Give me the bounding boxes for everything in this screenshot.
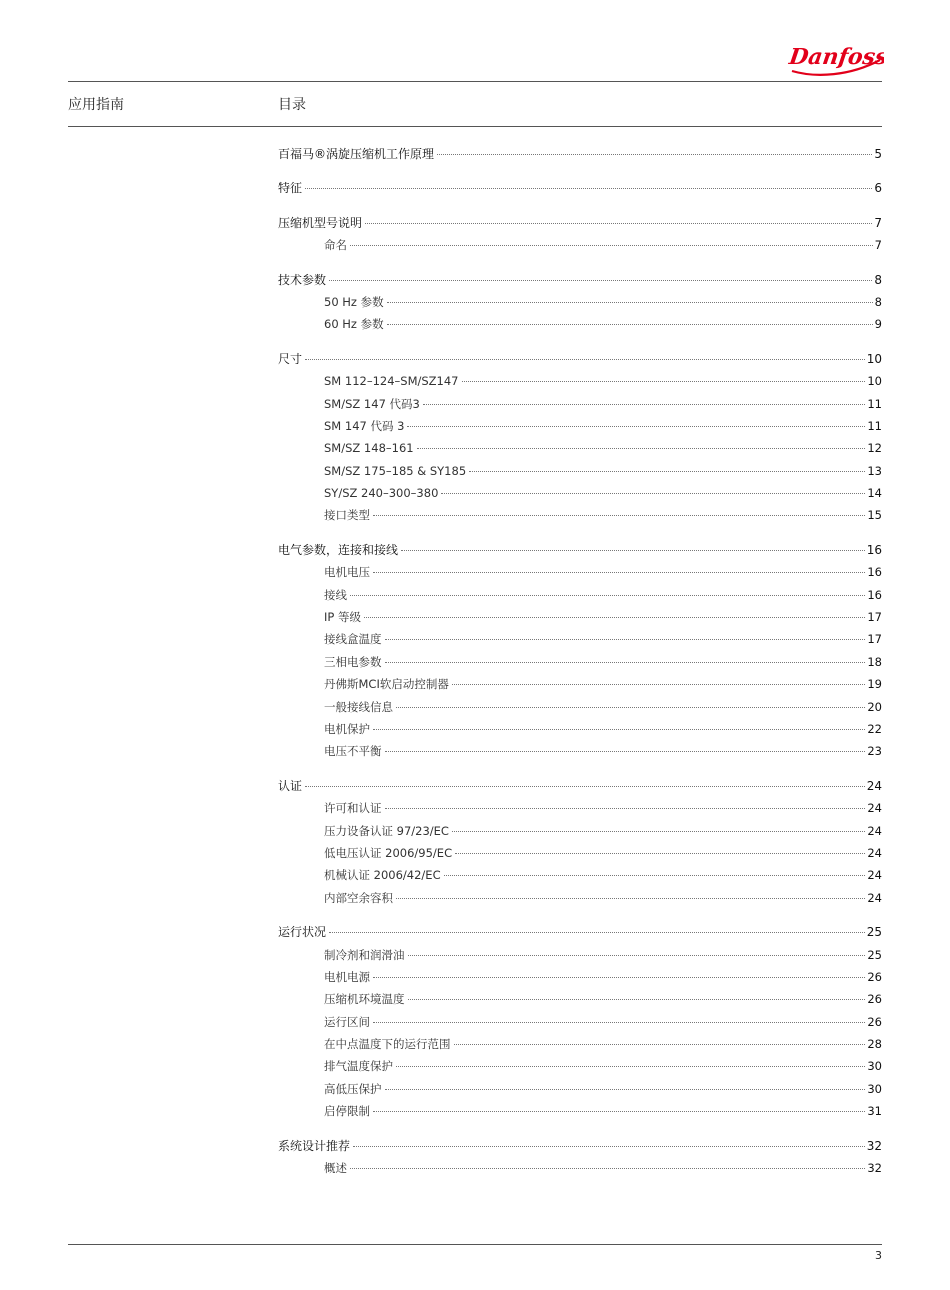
page-title: 目录: [278, 97, 306, 113]
toc-entry-page: 16: [867, 565, 882, 580]
header-bottom-rule: [68, 126, 882, 127]
toc-subentry[interactable]: [278, 797, 882, 819]
dot-leader: [305, 188, 872, 189]
toc-entry-page: 11: [867, 418, 882, 433]
toc-entry-title: 内部空余容积: [324, 890, 393, 905]
dot-leader: [423, 404, 866, 405]
toc-section: [278, 177, 882, 199]
dot-leader: [385, 639, 866, 640]
page-number: 3: [875, 1249, 882, 1262]
toc-entry-title: SM/SZ 147 代码3: [324, 396, 420, 411]
dot-leader: [387, 302, 873, 303]
toc-entry-title: SM 147 代码 3: [324, 418, 405, 433]
dot-leader: [408, 955, 866, 956]
dot-leader: [373, 1111, 865, 1112]
toc-entry-title: 丹佛斯MCI软启动控制器: [324, 677, 449, 692]
toc-subentry[interactable]: [278, 1078, 882, 1100]
dot-leader: [385, 808, 866, 809]
toc-entry-title: 在中点温度下的运行范围: [324, 1037, 451, 1052]
toc-entry-title: 接线: [324, 587, 347, 602]
dot-leader: [364, 617, 865, 618]
dot-leader: [373, 977, 865, 978]
dot-leader: [329, 280, 872, 281]
toc-section-entry[interactable]: [278, 269, 882, 291]
toc-subentry[interactable]: [278, 988, 882, 1010]
toc-entry-page: 24: [866, 778, 882, 793]
toc-entry-title: 运行区间: [324, 1014, 370, 1029]
toc-subentry[interactable]: [278, 313, 882, 335]
toc-entry-title: 机械认证 2006/42/EC: [324, 868, 441, 883]
toc-entry-page: 31: [867, 1104, 882, 1119]
dot-leader: [350, 245, 873, 246]
toc-entry-page: 20: [867, 699, 882, 714]
toc-subentry[interactable]: [278, 291, 882, 313]
toc-subentry[interactable]: [278, 482, 882, 504]
toc-subentry[interactable]: [278, 673, 882, 695]
dot-leader: [417, 448, 866, 449]
toc-section-entry[interactable]: [278, 177, 882, 199]
toc-entry-title: 高低压保护: [324, 1081, 382, 1096]
toc-entry-title: 技术参数: [278, 272, 327, 287]
dot-leader: [305, 359, 865, 360]
dot-leader: [396, 707, 865, 708]
toc-entry-page: 10: [866, 351, 882, 366]
toc-subentry[interactable]: [278, 864, 882, 886]
toc-entry-title: 制冷剂和润滑油: [324, 947, 405, 962]
table-of-contents: [278, 143, 882, 1191]
toc-entry-page: 11: [867, 396, 882, 411]
toc-entry-page: 23: [867, 744, 882, 759]
toc-entry-page: 12: [867, 441, 882, 456]
dot-leader: [373, 515, 865, 516]
toc-entry-page: 8: [874, 294, 882, 309]
dot-leader: [469, 471, 865, 472]
toc-subentry[interactable]: [278, 1055, 882, 1077]
toc-subentry[interactable]: [278, 561, 882, 583]
dot-leader: [454, 1044, 866, 1045]
dot-leader: [350, 595, 865, 596]
toc-section: [278, 348, 882, 527]
toc-subentry[interactable]: [278, 944, 882, 966]
toc-subentry[interactable]: [278, 696, 882, 718]
toc-entry-page: 25: [866, 925, 882, 940]
toc-subentry[interactable]: [278, 966, 882, 988]
toc-entry-title: 一般接线信息: [324, 699, 393, 714]
dot-leader: [373, 572, 865, 573]
toc-subentry[interactable]: [278, 820, 882, 842]
header-top-rule: [68, 81, 882, 82]
toc-subentry[interactable]: [278, 887, 882, 909]
toc-subentry[interactable]: [278, 842, 882, 864]
toc-entry-title: 60 Hz 参数: [324, 317, 384, 332]
toc-entry-page: 25: [867, 947, 882, 962]
dot-leader: [408, 999, 866, 1000]
toc-entry-title: 电机保护: [324, 721, 370, 736]
toc-subentry[interactable]: [278, 370, 882, 392]
danfoss-logo: [786, 38, 884, 80]
toc-entry-page: 15: [867, 508, 882, 523]
toc-section-entry[interactable]: [278, 1135, 882, 1157]
toc-entry-title: 许可和认证: [324, 801, 382, 816]
toc-entry-title: 概述: [324, 1161, 347, 1176]
toc-entry-title: 压缩机环境温度: [324, 992, 405, 1007]
toc-entry-title: 50 Hz 参数: [324, 294, 384, 309]
toc-subentry[interactable]: [278, 1100, 882, 1122]
dot-leader: [407, 426, 865, 427]
toc-entry-title: 百福马®涡旋压缩机工作原理: [278, 147, 435, 161]
dot-leader: [385, 1089, 866, 1090]
footer-rule: [68, 1244, 882, 1245]
toc-entry-page: 22: [867, 721, 882, 736]
toc-entry-title: 启停限制: [324, 1104, 370, 1119]
toc-entry-title: 电机电压: [324, 565, 370, 580]
toc-entry-page: 9: [874, 317, 882, 332]
toc-subentry[interactable]: [278, 1157, 882, 1179]
dot-leader: [455, 853, 865, 854]
dot-leader: [452, 831, 865, 832]
toc-subentry[interactable]: [278, 460, 882, 482]
toc-entry-page: 24: [867, 845, 882, 860]
dot-leader: [385, 662, 866, 663]
toc-entry-page: 16: [866, 542, 882, 557]
toc-entry-page: 5: [874, 147, 882, 161]
dot-leader: [396, 898, 865, 899]
dot-leader: [462, 381, 866, 382]
toc-section-entry[interactable]: [278, 212, 882, 234]
toc-entry-title: 电压不平衡: [324, 744, 382, 759]
toc-entry-title: 压力设备认证 97/23/EC: [324, 823, 449, 838]
toc-entry-title: 认证: [278, 778, 303, 793]
toc-subentry[interactable]: [278, 415, 882, 437]
dot-leader: [373, 729, 865, 730]
toc-subentry[interactable]: [278, 437, 882, 459]
dot-leader: [441, 493, 865, 494]
toc-entry-page: 7: [874, 238, 882, 253]
toc-entry-page: 28: [867, 1037, 882, 1052]
toc-entry-title: SY/SZ 240–300–380: [324, 486, 439, 501]
toc-entry-title: 接口类型: [324, 508, 370, 523]
toc-entry-page: 30: [867, 1081, 882, 1096]
dot-leader: [387, 324, 873, 325]
toc-entry-page: 26: [867, 969, 882, 984]
svg-text:Danfoss: Danfoss: [787, 44, 884, 70]
dot-leader: [353, 1146, 865, 1147]
dot-leader: [385, 751, 866, 752]
toc-section: [278, 143, 882, 165]
toc-section-entry[interactable]: [278, 143, 882, 165]
toc-section-entry[interactable]: [278, 539, 882, 561]
toc-subentry[interactable]: [278, 651, 882, 673]
dot-leader: [350, 1168, 865, 1169]
toc-section: [278, 775, 882, 909]
toc-entry-title: 特征: [278, 181, 303, 196]
toc-entry-title: 三相电参数: [324, 654, 382, 669]
toc-entry-page: 17: [867, 632, 882, 647]
dot-leader: [305, 786, 865, 787]
toc-entry-title: SM 112–124–SM/SZ147: [324, 374, 459, 389]
dot-leader: [401, 550, 865, 551]
toc-entry-title: 命名: [324, 238, 347, 253]
toc-subentry[interactable]: [278, 504, 882, 526]
toc-entry-title: 电气参数，连接和接线: [278, 542, 399, 557]
toc-entry-title: 排气温度保护: [324, 1059, 393, 1074]
toc-subentry[interactable]: [278, 740, 882, 762]
toc-entry-page: 24: [867, 868, 882, 883]
toc-subentry[interactable]: [278, 718, 882, 740]
toc-entry-title: 低电压认证 2006/95/EC: [324, 845, 453, 860]
toc-section-entry[interactable]: [278, 348, 882, 370]
toc-section: [278, 1135, 882, 1180]
toc-entry-title: SM/SZ 175–185 & SY185: [324, 463, 467, 478]
dot-leader: [452, 684, 866, 685]
toc-entry-page: 18: [867, 654, 882, 669]
toc-entry-page: 17: [867, 610, 882, 625]
dot-leader: [373, 1022, 865, 1023]
toc-subentry[interactable]: [278, 584, 882, 606]
toc-section: [278, 539, 882, 763]
toc-entry-title: 系统设计推荐: [278, 1138, 351, 1153]
toc-entry-page: 6: [874, 181, 882, 196]
toc-subentry[interactable]: [278, 234, 882, 256]
toc-entry-page: 8: [874, 272, 882, 287]
toc-entry-page: 26: [867, 1014, 882, 1029]
toc-subentry[interactable]: [278, 1033, 882, 1055]
dot-leader: [444, 875, 866, 876]
dot-leader: [437, 154, 872, 155]
toc-entry-title: 压缩机型号说明: [278, 215, 363, 230]
toc-subentry[interactable]: [278, 628, 882, 650]
toc-section-entry[interactable]: [278, 775, 882, 797]
toc-entry-page: 30: [867, 1059, 882, 1074]
toc-entry-page: 32: [866, 1138, 882, 1153]
toc-section: [278, 269, 882, 336]
dot-leader: [396, 1066, 865, 1067]
toc-section: [278, 212, 882, 257]
dot-leader: [365, 223, 872, 224]
toc-entry-title: 运行状况: [278, 925, 327, 940]
toc-entry-page: 14: [867, 486, 882, 501]
toc-entry-page: 19: [867, 677, 882, 692]
toc-entry-title: 接线盒温度: [324, 632, 382, 647]
toc-entry-page: 16: [867, 587, 882, 602]
toc-entry-page: 7: [874, 215, 882, 230]
toc-entry-title: IP 等级: [324, 610, 361, 625]
danfoss-logo-mark: [786, 38, 884, 80]
toc-section-entry[interactable]: [278, 921, 882, 943]
toc-section: [278, 921, 882, 1123]
toc-entry-title: SM/SZ 148–161: [324, 441, 414, 456]
toc-entry-page: 24: [867, 823, 882, 838]
toc-entry-page: 32: [867, 1161, 882, 1176]
document-type-title: 应用指南: [68, 97, 124, 113]
toc-entry-page: 26: [867, 992, 882, 1007]
toc-subentry[interactable]: [278, 1011, 882, 1033]
toc-entry-page: 24: [867, 890, 882, 905]
toc-entry-page: 13: [867, 463, 882, 478]
toc-entry-page: 24: [867, 801, 882, 816]
toc-entry-title: 尺寸: [278, 351, 303, 366]
toc-subentry[interactable]: [278, 606, 882, 628]
toc-entry-page: 10: [867, 374, 882, 389]
toc-subentry[interactable]: [278, 393, 882, 415]
dot-leader: [329, 932, 865, 933]
toc-entry-title: 电机电源: [324, 969, 370, 984]
